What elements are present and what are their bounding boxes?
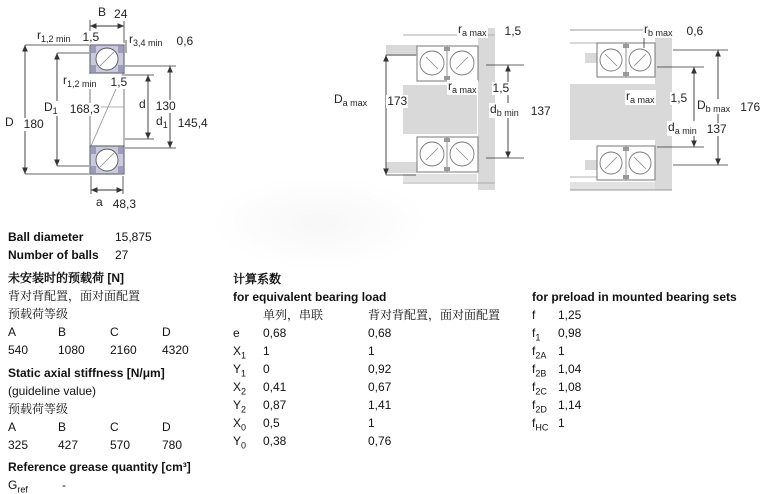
- stiffness-class-label: 预载荷等级: [8, 402, 69, 416]
- preload-B: 1080: [58, 343, 85, 357]
- calc-factors-headers: [233, 306, 533, 324]
- preload-unmounted-title: 未安装时的预载荷 [N]: [8, 271, 124, 285]
- header-A: A: [8, 325, 17, 339]
- factor-row-X1: $X_1$ 1 1: [233, 344, 375, 361]
- header-D: D: [162, 420, 171, 434]
- header-D: D: [162, 325, 171, 339]
- stiffness-subtitle: (guideline value): [8, 384, 97, 398]
- preload-A: 540: [8, 343, 29, 357]
- factor-row-f2B: $f_{2B}$ 1,04: [532, 362, 582, 379]
- grease-value: -: [62, 478, 66, 492]
- stiffness-C: 570: [110, 438, 131, 452]
- factor-row-f2C: $f_{2C}$ 1,08: [532, 380, 582, 397]
- preload-C: 2160: [110, 343, 137, 357]
- dim-label-ra-max-top: $r_{a max}$ 1,5: [458, 22, 522, 38]
- dim-label-ra-max-mid: $r_{a max}$ 1,5: [448, 79, 510, 95]
- preload-values: [8, 341, 230, 359]
- dim-label-D: D 180: [5, 115, 44, 131]
- factor-row-fHC: $f_{HC}$ 1: [532, 416, 565, 433]
- dim-label-r12-mid: $r_{1,2 min}$ 1,5: [63, 73, 128, 89]
- grease-row: [8, 476, 230, 494]
- dim-label-r12-top: $r_{1,2 min}$ 1,5: [37, 28, 100, 44]
- dim-label-rb-max: $r_{b max}$ 0,6: [644, 22, 704, 38]
- grease-title: Reference grease quantity [cm³]: [8, 460, 191, 474]
- factor-row-Y0: $Y_0$ 0,38 0,76: [233, 434, 392, 451]
- col2-header: 背对背配置，面对面配置: [368, 308, 501, 322]
- factor-row-f2A: $f_{2A}$ 1: [532, 344, 565, 361]
- ball-diameter-label: Ball diameter: [8, 230, 84, 244]
- preload-class-headers: [8, 323, 230, 341]
- factor-row-f1: $f_1$ 0,98: [532, 326, 582, 343]
- dim-label-d: d 130: [139, 97, 176, 113]
- stiffness-title: Static axial stiffness [N/μm]: [8, 366, 165, 380]
- dim-label-Db-max: $D_{b max}$ 176: [697, 98, 761, 114]
- number-of-balls-label: Number of balls: [8, 248, 99, 262]
- dim-label-a: a 48,3: [96, 195, 137, 211]
- col1-header: 单列，串联: [263, 308, 324, 322]
- header-C: C: [110, 420, 119, 434]
- stiffness-A: 325: [8, 438, 29, 452]
- stiffness-D: 780: [162, 438, 183, 452]
- equivalent-load-title: for equivalent bearing load: [233, 290, 387, 304]
- header-B: B: [58, 420, 67, 434]
- preload-D: 4320: [162, 343, 189, 357]
- factor-row-f2D: $f_{2D}$ 1,14: [532, 398, 582, 415]
- factor-row-X2: $X_2$ 0,41 0,67: [233, 380, 392, 397]
- dim-label-D1: $D_1$ 168,3: [44, 100, 100, 116]
- factor-row-Y2: $Y_2$ 0,87 1,41: [233, 398, 392, 415]
- dim-label-r34: $r_{3,4 min}$ 0,6: [129, 32, 194, 48]
- dim-label-ra-max-right: $r_{a max}$ 1,5: [626, 89, 688, 105]
- stiffness-headers: [8, 418, 230, 436]
- preload-factors-column: [532, 288, 762, 432]
- factor-row-Y1: $Y_1$ 0 0,92: [233, 362, 392, 379]
- calc-factors-column: [233, 270, 533, 450]
- dim-label-B: B 24: [98, 5, 128, 21]
- factor-row-f: f 1,25: [532, 308, 582, 322]
- ball-diameter-value: 15,875: [115, 230, 152, 244]
- stiffness-B: 427: [58, 438, 79, 452]
- preload-unmounted-subtitle: 背对背配置，面对面配置: [8, 289, 141, 303]
- preload-factors-title: for preload in mounted bearing sets: [532, 290, 737, 304]
- header-B: B: [58, 325, 67, 339]
- calc-factors-title: 计算系数: [233, 272, 282, 286]
- stiffness-values: [8, 436, 230, 454]
- header-C: C: [110, 325, 119, 339]
- left-spec-column: [8, 228, 230, 494]
- factor-row-X0: $X_0$ 0,5 1: [233, 416, 375, 433]
- preload-class-label: 预载荷等级: [8, 307, 69, 321]
- dim-label-da-min: $d_{a min}$ 137: [668, 120, 727, 136]
- spec-row-number-of-balls: [8, 246, 230, 264]
- spec-row-ball-diameter: [8, 228, 230, 246]
- dim-label-db-min: $d_{b min}$ 137: [490, 102, 551, 118]
- number-of-balls-value: 27: [115, 248, 129, 262]
- grease-symbol: $G_{ref}$: [8, 478, 28, 494]
- header-A: A: [8, 420, 17, 434]
- dim-label-d1: $d_1$ 145,4: [156, 114, 208, 130]
- dim-label-Da-max: $D_{a max}$ 173: [334, 92, 408, 108]
- factor-row-e: e 0,68 0,68: [233, 326, 392, 340]
